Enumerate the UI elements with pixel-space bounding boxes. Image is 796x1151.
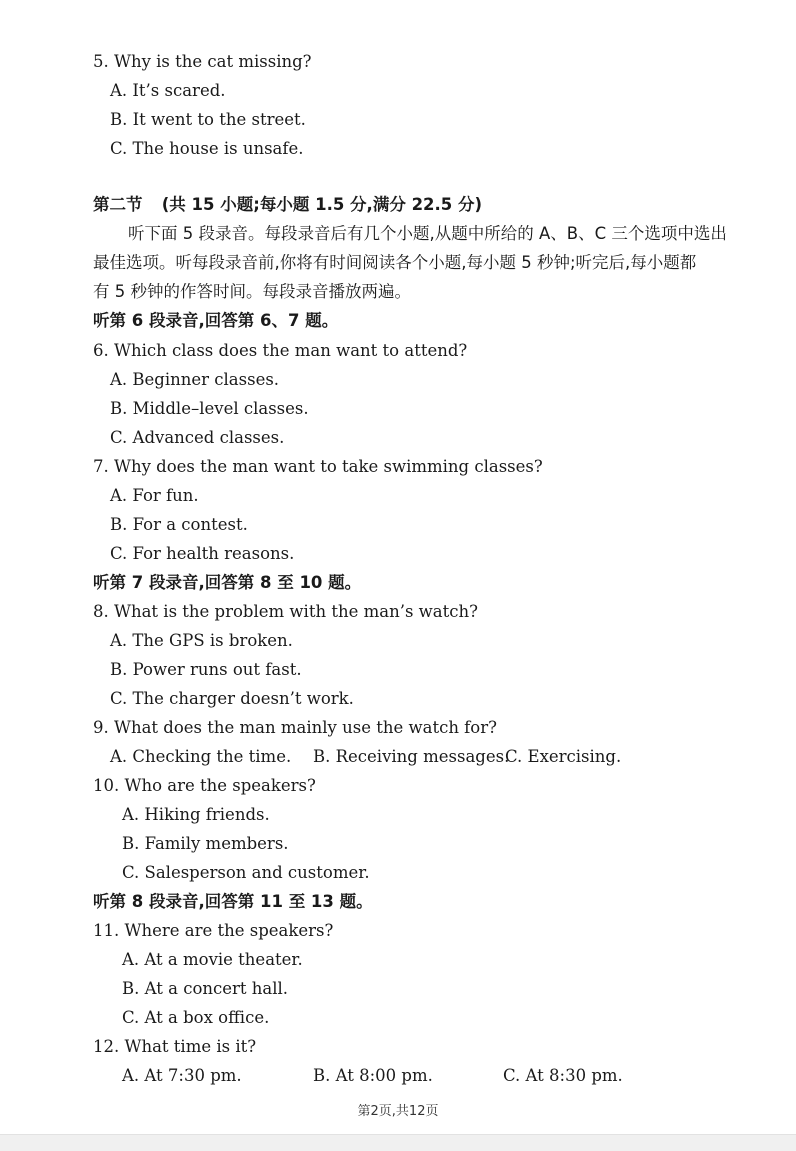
- question-8-stem: 8. What is the problem with the man’s watch?: [93, 602, 478, 621]
- viewer-bottom-bar: [0, 1134, 796, 1151]
- question-11-option-b: B. At a concert hall.: [122, 979, 289, 998]
- segment-7-instruction: 听第 7 段录音,回答第 8 至 10 题。: [93, 573, 362, 592]
- question-12-option-c: C. At 8:30 pm.: [503, 1066, 623, 1085]
- question-10-option-b: B. Family members.: [122, 834, 289, 853]
- question-8-option-c: C. The charger doesn’t work.: [110, 689, 354, 708]
- question-9-options-row: [0, 746, 796, 768]
- question-9-option-c: C. Exercising.: [505, 747, 622, 766]
- question-6-option-a: A. Beginner classes.: [110, 370, 280, 389]
- question-5-option-a: A. It’s scared.: [110, 81, 226, 100]
- question-9-option-a: A. Checking the time.: [110, 747, 292, 766]
- section-2-instructions-line-1: 听下面 5 段录音。每段录音后有几个小题,从题中所给的 A、B、C 三个选项中选出: [128, 224, 727, 243]
- question-5-stem: 5. Why is the cat missing?: [93, 52, 312, 71]
- question-7-option-c: C. For health reasons.: [110, 544, 295, 563]
- question-12-stem: 12. What time is it?: [93, 1037, 257, 1056]
- segment-8-instruction: 听第 8 段录音,回答第 11 至 13 题。: [93, 892, 373, 911]
- question-12-option-b: B. At 8:00 pm.: [313, 1066, 433, 1085]
- question-8-option-b: B. Power runs out fast.: [110, 660, 302, 679]
- question-7-option-b: B. For a contest.: [110, 515, 248, 534]
- question-10-option-c: C. Salesperson and customer.: [122, 863, 370, 882]
- question-6-stem: 6. Which class does the man want to attend?: [93, 341, 468, 360]
- question-11-option-c: C. At a box office.: [122, 1008, 270, 1027]
- segment-6-instruction: 听第 6 段录音,回答第 6、7 题。: [93, 311, 339, 330]
- section-2-heading: [93, 194, 482, 216]
- question-9-stem: 9. What does the man mainly use the watch for?: [93, 718, 497, 737]
- question-10-option-a: A. Hiking friends.: [122, 805, 270, 824]
- question-11-stem: 11. Where are the speakers?: [93, 921, 334, 940]
- section-2-instructions-line-2: 最佳选项。听每段录音前,你将有时间阅读各个小题,每小题 5 秒钟;听完后,每小题都: [93, 253, 697, 272]
- question-5-option-c: C. The house is unsafe.: [110, 139, 304, 158]
- section-2-score: (共 15 小题;每小题 1.5 分,满分 22.5 分): [161, 195, 483, 214]
- question-12-option-a: A. At 7:30 pm.: [122, 1066, 242, 1085]
- question-11-option-a: A. At a movie theater.: [122, 950, 303, 969]
- question-5-option-b: B. It went to the street.: [110, 110, 306, 129]
- question-9-option-b: B. Receiving messages.: [313, 747, 510, 766]
- question-7-option-a: A. For fun.: [110, 486, 199, 505]
- section-2-title: 第二节: [93, 195, 143, 214]
- question-12-options-row: [0, 1065, 796, 1087]
- question-10-stem: 10. Who are the speakers?: [93, 776, 316, 795]
- question-7-stem: 7. Why does the man want to take swimming classes?: [93, 457, 543, 476]
- question-6-option-c: C. Advanced classes.: [110, 428, 285, 447]
- page-number-footer: 第2页,共12页: [357, 1104, 439, 1119]
- section-2-instructions-line-3: 有 5 秒钟的作答时间。每段录音播放两遍。: [93, 282, 411, 301]
- question-8-option-a: A. The GPS is broken.: [110, 631, 293, 650]
- question-6-option-b: B. Middle–level classes.: [110, 399, 309, 418]
